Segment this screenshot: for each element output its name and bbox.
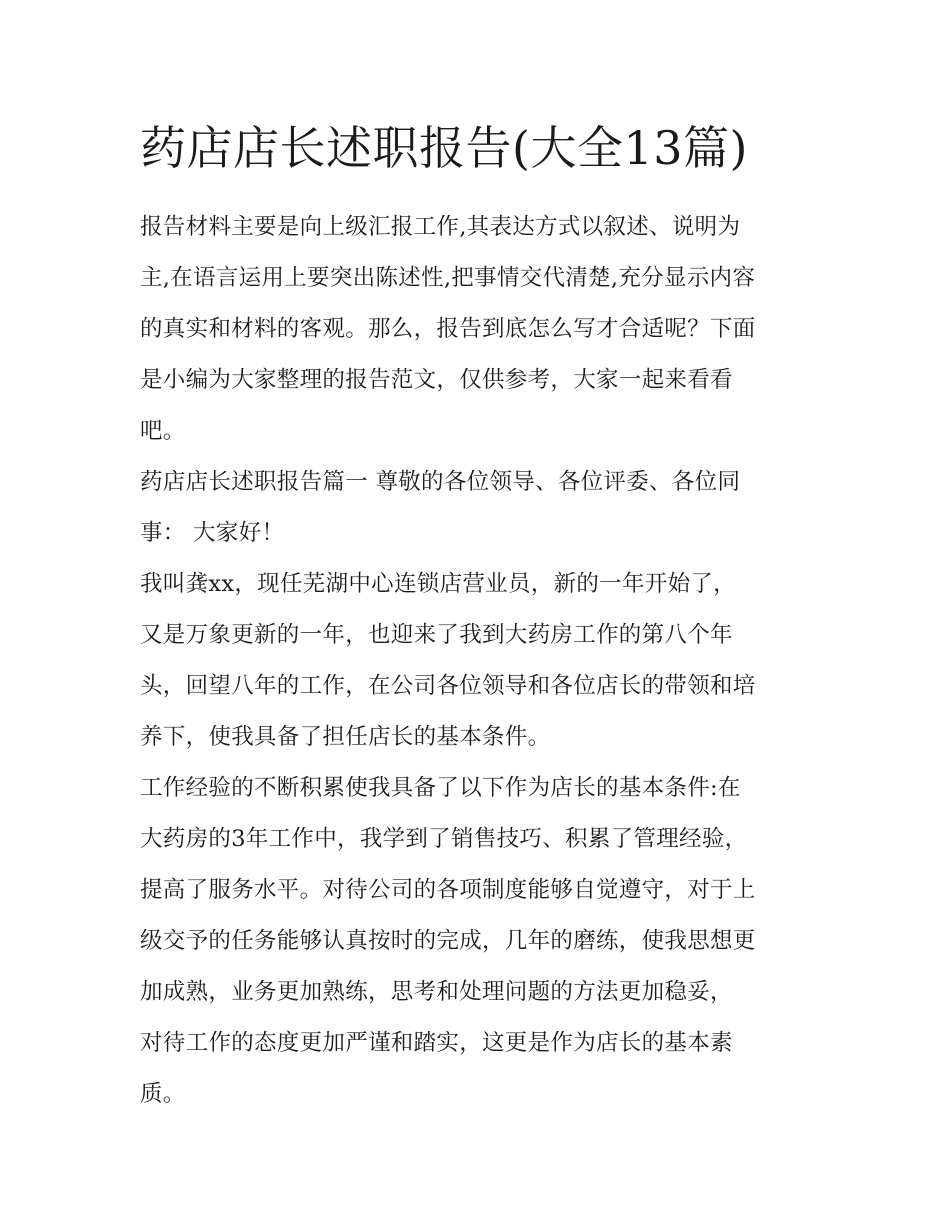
paragraph-self-introduction xyxy=(140,559,815,763)
text-line: 头，回望八年的工作，在公司各位领导和各位店长的带领和培 xyxy=(140,673,756,699)
text-line: 提高了服务水平。对待公司的各项制度能够自觉遵守，对于上 xyxy=(140,877,756,903)
document-title: 药店店长述职报告(大全13篇) xyxy=(140,121,748,175)
text-line: 主,在语言运用上要突出陈述性,把事情交代清楚,充分显示内容 xyxy=(140,265,756,291)
text-line: 级交予的任务能够认真按时的完成，几年的磨练，使我思想更 xyxy=(140,928,756,954)
text-line: 药店店长述职报告篇一 尊敬的各位领导、各位评委、各位同 xyxy=(140,469,741,495)
text-line: 养下，使我具备了担任店长的基本条件。 xyxy=(140,724,551,750)
text-line: 又是万象更新的一年，也迎来了我到大药房工作的第八个年 xyxy=(140,622,733,648)
text-line: 质。 xyxy=(140,1081,186,1107)
text-line: 大药房的3年工作中，我学到了销售技巧、积累了管理经验， xyxy=(140,826,748,852)
paragraph-experience xyxy=(140,763,815,1120)
text-line: 吧。 xyxy=(140,418,186,444)
paragraph-intro xyxy=(140,202,815,457)
document-page xyxy=(140,112,815,1120)
text-line: 事： 大家好！ xyxy=(140,520,285,546)
text-line: 的真实和材料的客观。那么，报告到底怎么写才合适呢？下面 xyxy=(140,316,756,342)
text-line: 对待工作的态度更加严谨和踏实，这更是作为店长的基本素 xyxy=(140,1030,733,1056)
text-line: 是小编为大家整理的报告范文，仅供参考，大家一起来看看 xyxy=(140,367,733,393)
text-line: 我叫龚xx，现任芜湖中心连锁店营业员，新的一年开始了， xyxy=(140,571,736,597)
paragraph-greeting xyxy=(140,457,815,559)
text-line: 报告材料主要是向上级汇报工作,其表达方式以叙述、说明为 xyxy=(140,214,741,240)
text-line: 加成熟，业务更加熟练，思考和处理问题的方法更加稳妥， xyxy=(140,979,733,1005)
text-line: 工作经验的不断积累使我具备了以下作为店长的基本条件:在 xyxy=(140,775,741,801)
